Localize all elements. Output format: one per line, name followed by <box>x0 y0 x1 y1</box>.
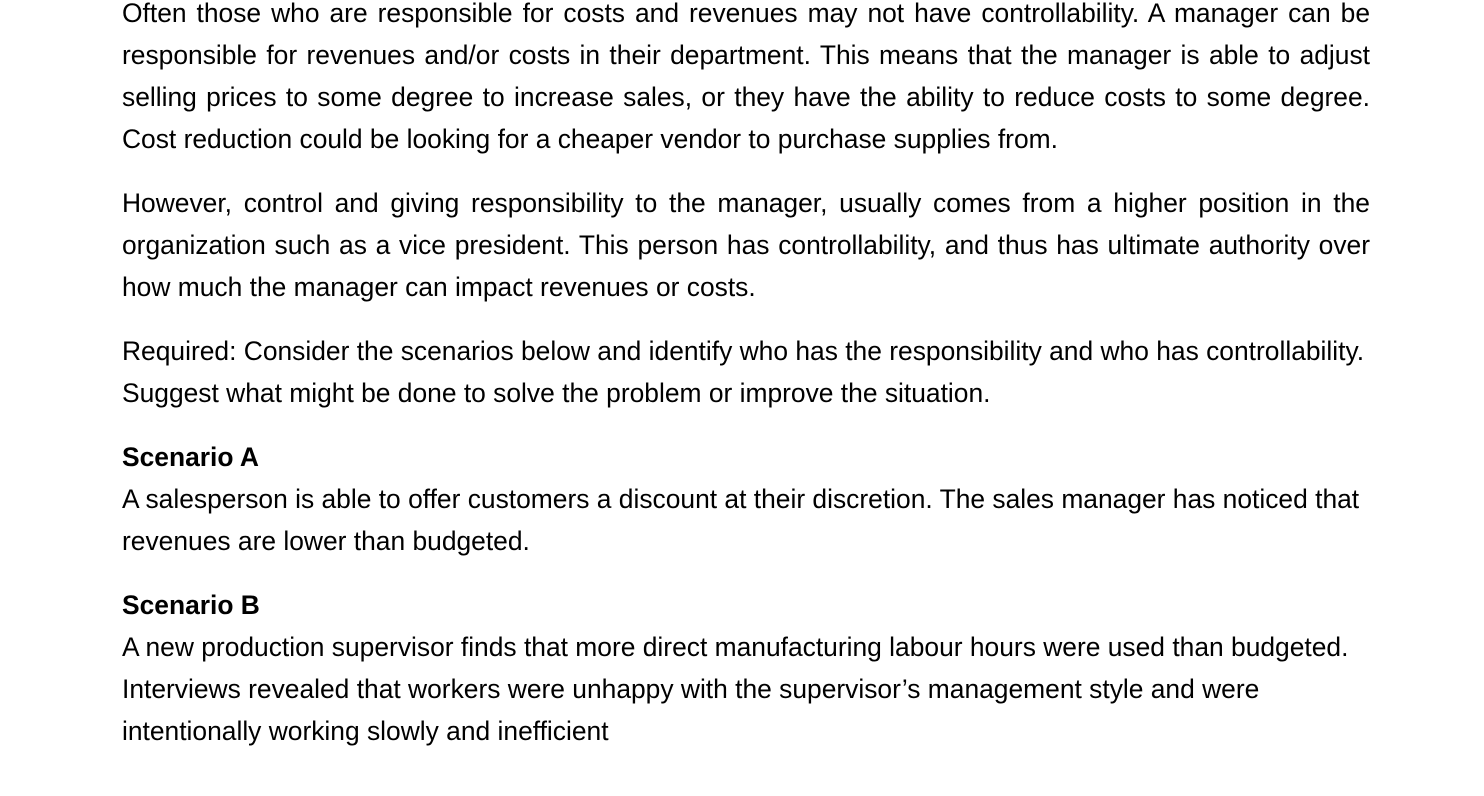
control-paragraph: However, control and giving responsibility to the manager, usually comes from a higher position in the organization such as a vice president. This person has controllability, and thus has ultimate authority over how much the manager can impact revenues or costs. <box>122 188 1370 302</box>
scenario-a-section <box>122 436 1370 562</box>
scenario-b-text: A new production supervisor finds that more direct manufacturing labour hours were used than budgeted. Interviews revealed that workers were unhappy with the supervisor’s management style and were intentionally working slowly and inefficient <box>122 632 1349 746</box>
scenario-b-heading: Scenario B <box>122 590 260 620</box>
required-paragraph: Required: Consider the scenarios below and identify who has the responsibility and who has controllability. Suggest what might be done to solve the problem or improve the situation. <box>122 336 1365 408</box>
scenario-b-section <box>122 584 1370 752</box>
intro-paragraph: Often those who are responsible for costs and revenues may not have controllability. A manager can be responsible for revenues and/or costs in their department. This means that the manager is able to adjust selling prices to some degree to increase sales, or they have the ability to reduce costs to some degree. Cost reduction could be looking for a cheaper vendor to purchase supplies from. <box>122 0 1370 154</box>
scenario-a-text: A salesperson is able to offer customers a discount at their discretion. The sales manager has noticed that revenues are lower than budgeted. <box>122 484 1360 556</box>
document-page <box>122 0 1370 752</box>
scenario-a-heading: Scenario A <box>122 442 259 472</box>
